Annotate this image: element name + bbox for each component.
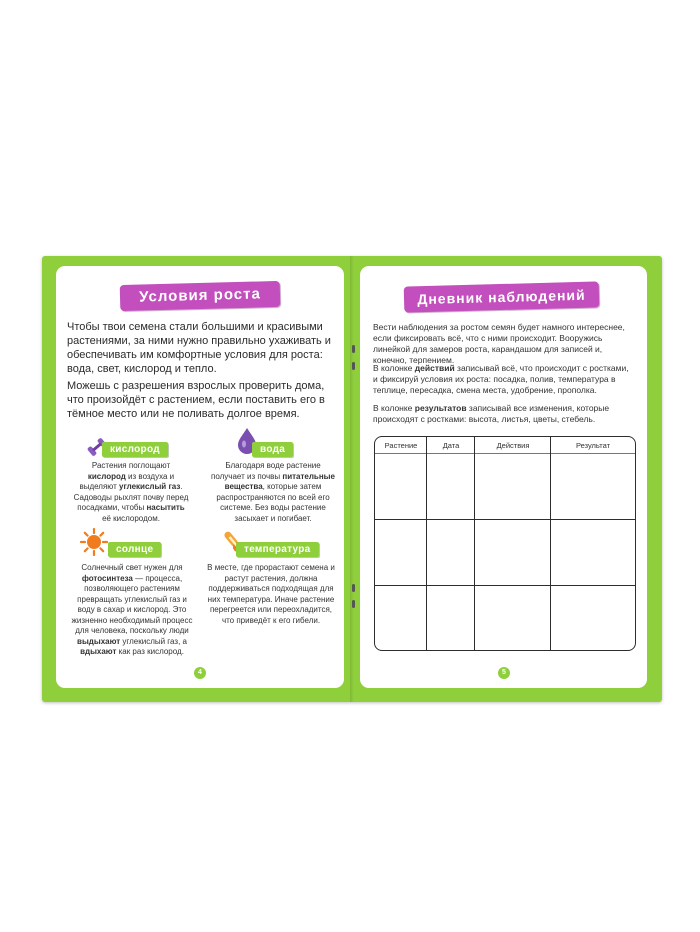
table-row[interactable] <box>375 454 636 519</box>
diary-paragraph-3: В колонке результатов записывай все изменения, которые происходят с ростками: высота, листья, цветы, стебель. <box>373 403 610 424</box>
table-row[interactable] <box>375 586 636 651</box>
staple <box>352 362 355 370</box>
temperature-label: температура <box>236 542 319 557</box>
right-page-title: Дневник наблюдений <box>404 281 600 312</box>
staple <box>352 600 355 608</box>
sun-icon <box>80 528 108 556</box>
diary-paragraph-2: В колонке действий записывай всё, что происходит с ростками, и фиксируй условия их роста: посадка, полив, температура в теплице, пересадка, смена места, удобрение, прополка. <box>373 363 629 395</box>
column-header: Результат <box>575 441 611 450</box>
column-header: Дата <box>442 441 460 450</box>
sun-label: солнце <box>108 542 161 557</box>
intro-paragraph-1: Чтобы твои семена стали большими и красивыми растениями, за ними нужно правильно ухаживать и обеспечивать им комфортные условия для роста: вода, свет, кислород и тепло. <box>67 321 331 375</box>
page-number: 5 <box>498 667 510 679</box>
column-header: Растение <box>384 441 418 450</box>
page-number: 4 <box>194 667 206 679</box>
left-page-title: Условия роста <box>120 281 281 311</box>
oxygen-label: кислород <box>102 442 168 457</box>
table-row[interactable] <box>375 520 636 585</box>
intro-paragraph-2: Можешь с разрешения взрослых проверить дома, что произойдёт с растением, если поставить его в тёмное место или не поливать долгое время. <box>67 380 325 420</box>
water-text: Благодаря воде растение получает из почвы питательные вещества, которые затем распространяются по всей его системе. Без воды растение засыхает и погибает. <box>211 461 335 523</box>
left-page <box>56 266 344 688</box>
water-label: вода <box>252 442 293 457</box>
temperature-text: В месте, где прорастают семена и растут растения, должна поддерживаться подходящая для них температура. Иначе растение перегреется или переохладится, что приведёт к его гибели. <box>207 563 335 625</box>
diary-paragraph-1: Вести наблюдения за ростом семян будет намного интереснее, если фиксировать всё, что с ними происходит. Вооружись линейкой для замеров роста, карандашом для записей и, конечно, терпением. <box>373 322 625 365</box>
staple <box>352 345 355 353</box>
staple <box>352 584 355 592</box>
sun-text: Солнечный свет нужен для фотосинтеза — процесса, позволяющего растениям превращать углекислый газ и воду в сахар и кислород. Это жизненно необходимый процесс для человека, поскольку люди выдыхают углекислый газ, а вдыхают как раз кислород. <box>71 563 193 656</box>
column-header: Действия <box>496 441 530 450</box>
right-page <box>360 266 647 688</box>
oxygen-text: Растения поглощают кислород из воздуха и выделяют углекислый газ. Садоводы рыхлят почву перед посадками, чтобы насытить её кислородом. <box>73 461 189 523</box>
observation-table <box>374 436 636 651</box>
